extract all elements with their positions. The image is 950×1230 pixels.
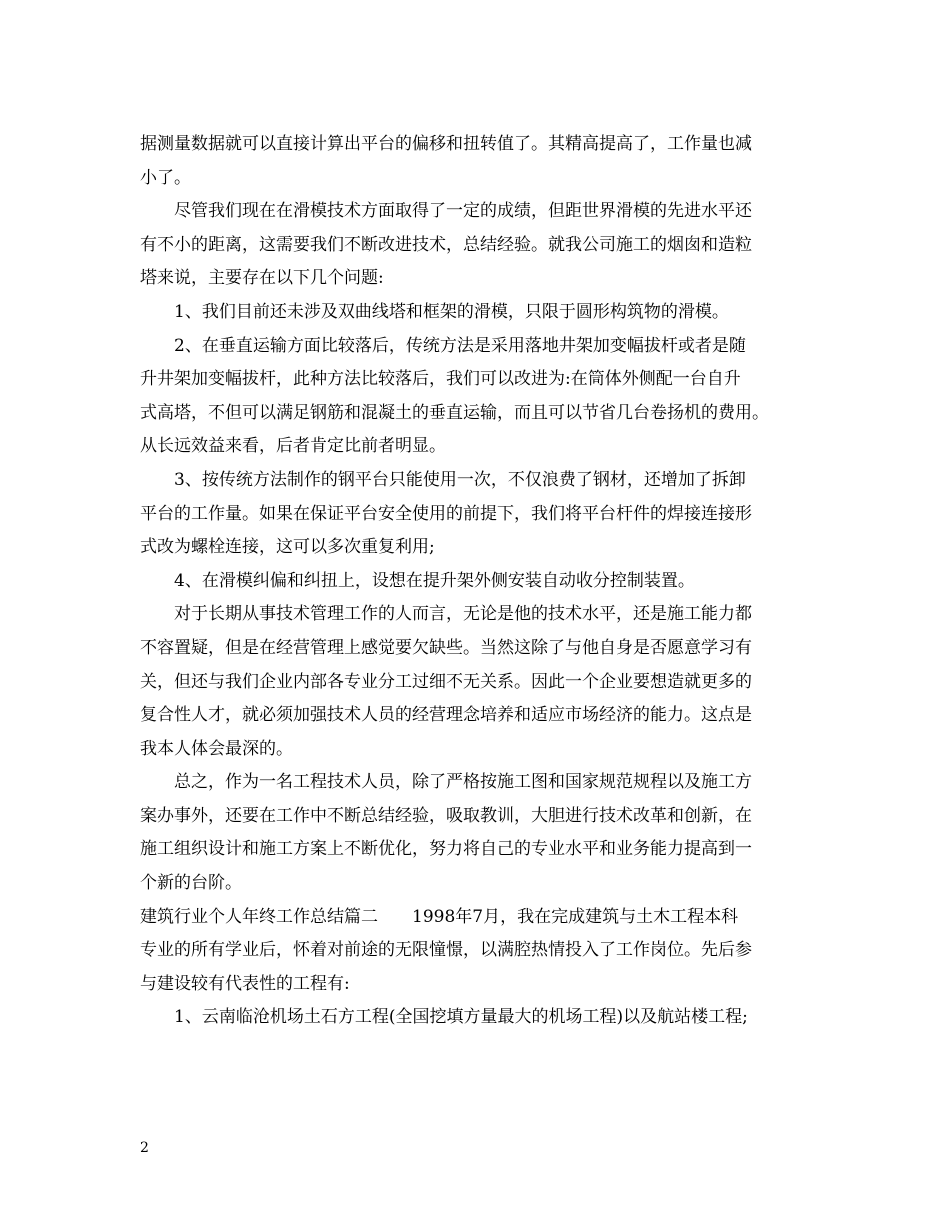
text-line: 关，但还与我们企业内部各专业分工过细不无关系。因此一个企业要想造就更多的 bbox=[140, 671, 752, 692]
text-line: 4、在滑模纠偏和纠扭上，设想在提升架外侧安装自动收分控制装置。 bbox=[174, 570, 695, 591]
text-line: 案办事外，还要在工作中不断总结经验，吸取教训，大胆进行技术改革和创新，在 bbox=[140, 805, 752, 826]
text-line: 平台的工作量。如果在保证平台安全使用的前提下，我们将平台杆件的焊接连接形 bbox=[140, 503, 752, 524]
text-line: 我本人体会最深的。 bbox=[140, 738, 293, 759]
page-number: 2 bbox=[140, 1140, 149, 1156]
text-line: 升井架加变幅拔杆，此种方法比较落后，我们可以改进为:在筒体外侧配一台自升 bbox=[140, 369, 741, 390]
text-line: 总之，作为一名工程技术人员，除了严格按施工图和国家规范规程以及施工方 bbox=[174, 772, 752, 793]
text-line: 个新的台阶。 bbox=[140, 873, 242, 894]
text-line: 尽管我们现在在滑模技术方面取得了一定的成绩，但距世界滑模的先进水平还 bbox=[174, 201, 752, 222]
text-line: 式高塔，不但可以满足钢筋和混凝土的垂直运输，而且可以节省几台卷扬机的费用。 bbox=[140, 402, 769, 423]
text-line: 与建设较有代表性的工程有: bbox=[140, 973, 350, 994]
text-line: 专业的所有学业后，怀着对前途的无限憧憬，以满腔热情投入了工作岗位。先后参 bbox=[140, 940, 752, 961]
text-line: 3、按传统方法制作的钢平台只能使用一次，不仅浪费了钢材，还增加了拆卸 bbox=[174, 469, 746, 490]
text-line: 1、我们目前还未涉及双曲线塔和框架的滑模，只限于圆形构筑物的滑模。 bbox=[174, 301, 729, 322]
text-line: 从长远效益来看，后者肯定比前者明显。 bbox=[140, 436, 446, 457]
text-line: 不容置疑，但是在经营管理上感觉要欠缺些。当然这除了与他自身是否愿意学习有 bbox=[140, 637, 752, 658]
text-line: 对于长期从事技术管理工作的人而言，无论是他的技术水平，还是施工能力都 bbox=[174, 604, 752, 625]
text-line: 复合性人才，就必须加强技术人员的经营理念培养和适应市场经济的能力。这点是 bbox=[140, 705, 752, 726]
text-line: 1、云南临沧机场土石方工程(全国挖填方量最大的机场工程)以及航站楼工程; bbox=[174, 1007, 748, 1028]
section-heading-line: 建筑行业个人年终工作总结篇二 1998年7月，我在完成建筑与土木工程本科 bbox=[140, 906, 739, 927]
text-line: 式改为螺栓连接，这可以多次重复利用; bbox=[140, 537, 435, 558]
text-line: 2、在垂直运输方面比较落后，传统方法是采用落地井架加变幅拔杆或者是随 bbox=[174, 335, 746, 356]
text-line: 小了。 bbox=[140, 167, 191, 188]
text-line: 据测量数据就可以直接计算出平台的偏移和扭转值了。其精高提高了，工作量也减 bbox=[140, 134, 752, 154]
text-line: 有不小的距离，这需要我们不断改进技术，总结经验。就我公司施工的烟囱和造粒 bbox=[140, 234, 752, 255]
text-line: 施工组织设计和施工方案上不断优化，努力将自己的专业水平和业务能力提高到一 bbox=[140, 839, 752, 860]
text-line: 塔来说，主要存在以下几个问题: bbox=[140, 268, 384, 289]
document-body bbox=[140, 128, 830, 1035]
